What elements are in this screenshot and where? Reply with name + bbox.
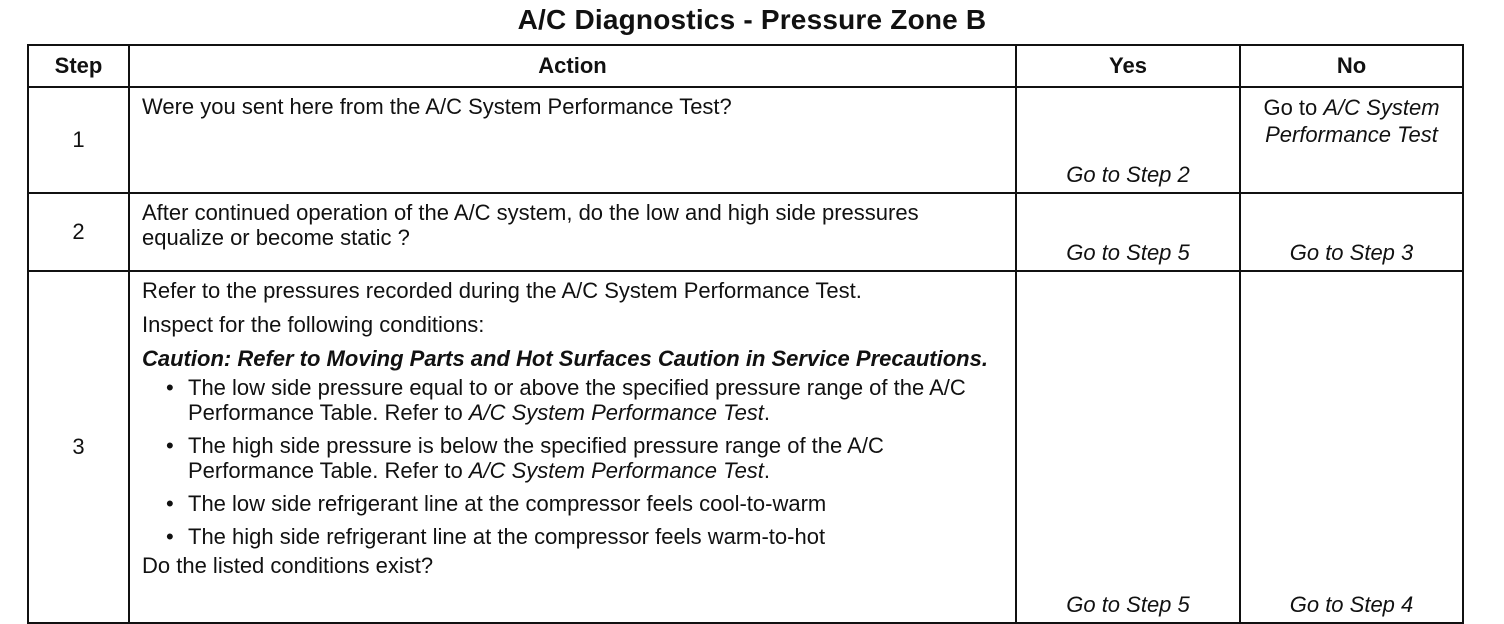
- header-yes: Yes: [1016, 45, 1240, 87]
- table-row: [28, 87, 1463, 193]
- list-item: • The low side refrigerant line at the compressor feels cool-to-warm: [188, 491, 1005, 516]
- page-title: A/C Diagnostics - Pressure Zone B: [517, 4, 987, 35]
- header-no: No: [1240, 45, 1463, 87]
- header-action: Action: [129, 45, 1016, 87]
- no-result-link: A/C System Performance Test: [1265, 95, 1440, 147]
- step-number: 3: [28, 271, 129, 623]
- no-result: Go to Step 3: [1240, 193, 1463, 271]
- yes-result: Go to Step 2: [1016, 87, 1240, 193]
- list-item: • The high side pressure is below the specified pressure range of the A/C Performance Table. Refer to A/C System Performance Test.: [188, 433, 1005, 483]
- action-text: After continued operation of the A/C system, do the low and high side pressures equalize or become static ?: [129, 193, 1016, 271]
- step-number: 2: [28, 193, 129, 271]
- condition-list: [142, 375, 1005, 549]
- step-number: 1: [28, 87, 129, 193]
- no-result: Go to Step 4: [1240, 271, 1463, 623]
- table-row: [28, 271, 1463, 623]
- caution-note: Caution: Refer to Moving Parts and Hot Surfaces Caution in Service Precautions.: [142, 346, 988, 371]
- action-intro: Inspect for the following conditions:: [142, 312, 485, 337]
- no-result-prefix: Go to: [1263, 95, 1324, 120]
- list-item: • The low side pressure equal to or above the specified pressure range of the A/C Performance Table. Refer to A/C System Performance Test.: [188, 375, 1005, 425]
- diagnostic-table: [27, 44, 1464, 624]
- yes-result: Go to Step 5: [1016, 271, 1240, 623]
- action-cell: [129, 271, 1016, 623]
- no-result: [1240, 87, 1463, 193]
- action-question: Do the listed conditions exist?: [142, 553, 434, 578]
- header-step: Step: [28, 45, 129, 87]
- yes-result: Go to Step 5: [1016, 193, 1240, 271]
- action-intro: Refer to the pressures recorded during the A/C System Performance Test.: [142, 278, 862, 303]
- header-row: [28, 45, 1463, 87]
- table-row: [28, 193, 1463, 271]
- list-item: • The high side refrigerant line at the compressor feels warm-to-hot: [188, 524, 1005, 549]
- action-text: Were you sent here from the A/C System Performance Test?: [129, 87, 1016, 193]
